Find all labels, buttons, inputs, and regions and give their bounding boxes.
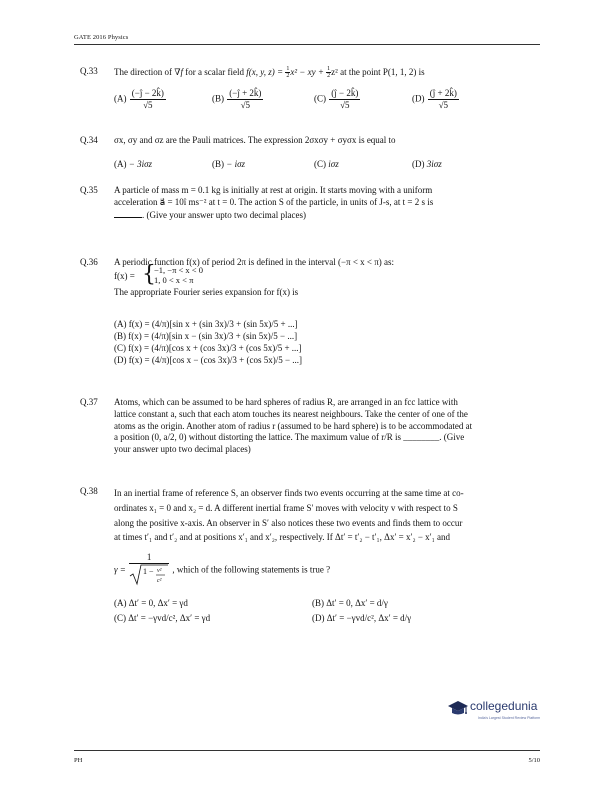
- option-b[interactable]: (B) Δt′ = 0, Δx′ = d/γ: [312, 598, 388, 608]
- piecewise-case-1: −1, −π < x < 0: [154, 265, 203, 275]
- option-d[interactable]: (D) Δt′ = −γvd/c², Δx′ = d/γ: [312, 613, 412, 623]
- gamma-definition: γ = 1 1 − v² c² , which of the following statements is true ?: [114, 552, 330, 589]
- question-text: Atoms, which can be assumed to be hard spheres of radius R, are arranged in an fcc lattice with lattice constant a, such that each atom touches its nearest neighbours. Take the center of one of the atoms as the origin. Another atom of radius r (assumed to be hard sphere) is to be accommodated at a position (0, a/2, 0) without distorting the lattice. The maximum value of r/R is ________. (Give your answer upto two decimal places): [114, 397, 473, 455]
- question-number: Q.38: [80, 486, 98, 496]
- graduation-cap-icon: [446, 697, 470, 721]
- piecewise-case-2: 1, 0 < x < π: [154, 275, 194, 285]
- question-38: [74, 486, 540, 636]
- logo-name: collegedunia: [470, 699, 538, 713]
- footer-page-number: 5/10: [528, 757, 540, 764]
- question-text: σx, σy and σz are the Pauli matrices. The expression 2σxσy + σyσx is equal to: [114, 135, 396, 145]
- collegedunia-logo[interactable]: [446, 697, 546, 733]
- option-b[interactable]: (B) $\frac{(-ĵ + 2k̂)}{√5}$: [212, 88, 262, 110]
- option-c[interactable]: (C) Δt′ = −γvd/c², Δx′ = γd: [114, 613, 211, 623]
- question-37: [74, 397, 540, 461]
- question-number: Q.37: [80, 397, 98, 407]
- question-number: Q.35: [80, 185, 98, 195]
- header-divider: [74, 44, 540, 45]
- question-number: Q.33: [80, 66, 98, 76]
- question-34: [74, 135, 540, 175]
- page-header: GATE 2016 Physics: [74, 34, 129, 41]
- footer-subject: PH: [74, 757, 83, 764]
- option-c[interactable]: (C) iσz: [314, 159, 339, 169]
- question-number: Q.34: [80, 135, 98, 145]
- question-subtext: The appropriate Fourier series expansion for f(x) is: [114, 287, 299, 297]
- question-36: [74, 257, 540, 385]
- option-d[interactable]: (D) $\frac{(ĵ + 2k̂)}{√5}$: [412, 88, 457, 110]
- option-d[interactable]: (D) 3iσz: [412, 159, 442, 169]
- question-text: In an inertial frame of reference S, an observer finds two events occurring at the same time at co- ordinates x₁ = 0 and x₂ = d. A different inertial frame S′ moves with velocity v with respect to S along the positive x-axis. An observer in S′ also notices these two events and finds them to occur at times t′₁ and t′₂ and at positions x′₁ and x′₂, respectively. If Δt′ = t′₂ − t′₁, Δx′ = x′₂ − x′₁ and: [114, 488, 464, 543]
- footer-divider: [74, 750, 540, 751]
- option-a[interactable]: (A) $\frac{(-ĵ - 2k̂)}{√5}$: [114, 88, 164, 110]
- question-text: The direction of ∇f for a scalar field f(x, y, z) = $\frac{1}{2}$ x² − xy + $\frac{1}{2}$ z² at the point P(1, 1, 2) is: [114, 66, 425, 79]
- option-c[interactable]: (C) $\frac{(ĵ - 2k̂)}{√5}$: [314, 88, 359, 110]
- question-text: A particle of mass m = 0.1 kg is initially at rest at origin. It starts moving with a uniform acceleration a⃗ = 10î ms⁻² at t = 0. The action S of the particle, in units of J-s, at t = 2 s is . (Give your answer upto two decimal places): [114, 185, 434, 220]
- question-number: Q.36: [80, 257, 98, 267]
- logo-tagline: India's Largest Student Review Platform: [478, 716, 541, 720]
- option-a[interactable]: (A) f(x) = (4/π)[sin x + (sin 3x)/3 + (sin 5x)/5 + ...]: [114, 319, 298, 329]
- question-33: [74, 66, 540, 126]
- brace-symbol: {: [142, 262, 156, 287]
- sqrt-denominator: [129, 564, 169, 589]
- option-b[interactable]: (B) f(x) = (4/π)[sin x − (sin 3x)/3 + (sin 5x)/5 − ...]: [114, 331, 298, 341]
- option-b[interactable]: (B) − iσz: [212, 159, 246, 169]
- option-a[interactable]: (A) − 3iσz: [114, 159, 153, 169]
- question-text: A periodic function f(x) of period 2π is defined in the interval (−π < x < π) as:: [114, 257, 395, 267]
- svg-text:c²: c²: [157, 578, 162, 584]
- option-d[interactable]: (D) f(x) = (4/π)[cos x − (cos 3x)/3 + (cos 5x)/5 − ...]: [114, 355, 303, 365]
- svg-text:1 −: 1 −: [143, 567, 154, 576]
- question-35: [74, 185, 540, 229]
- option-a[interactable]: (A) Δt′ = 0, Δx′ = γd: [114, 598, 188, 608]
- svg-text:v²: v²: [157, 568, 162, 574]
- option-c[interactable]: (C) f(x) = (4/π)[cos x + (cos 3x)/3 + (cos 5x)/5 + ...]: [114, 343, 302, 353]
- sqrt-symbol: [129, 564, 169, 586]
- answer-blank[interactable]: [114, 209, 142, 218]
- piecewise-label: f(x) =: [114, 271, 135, 281]
